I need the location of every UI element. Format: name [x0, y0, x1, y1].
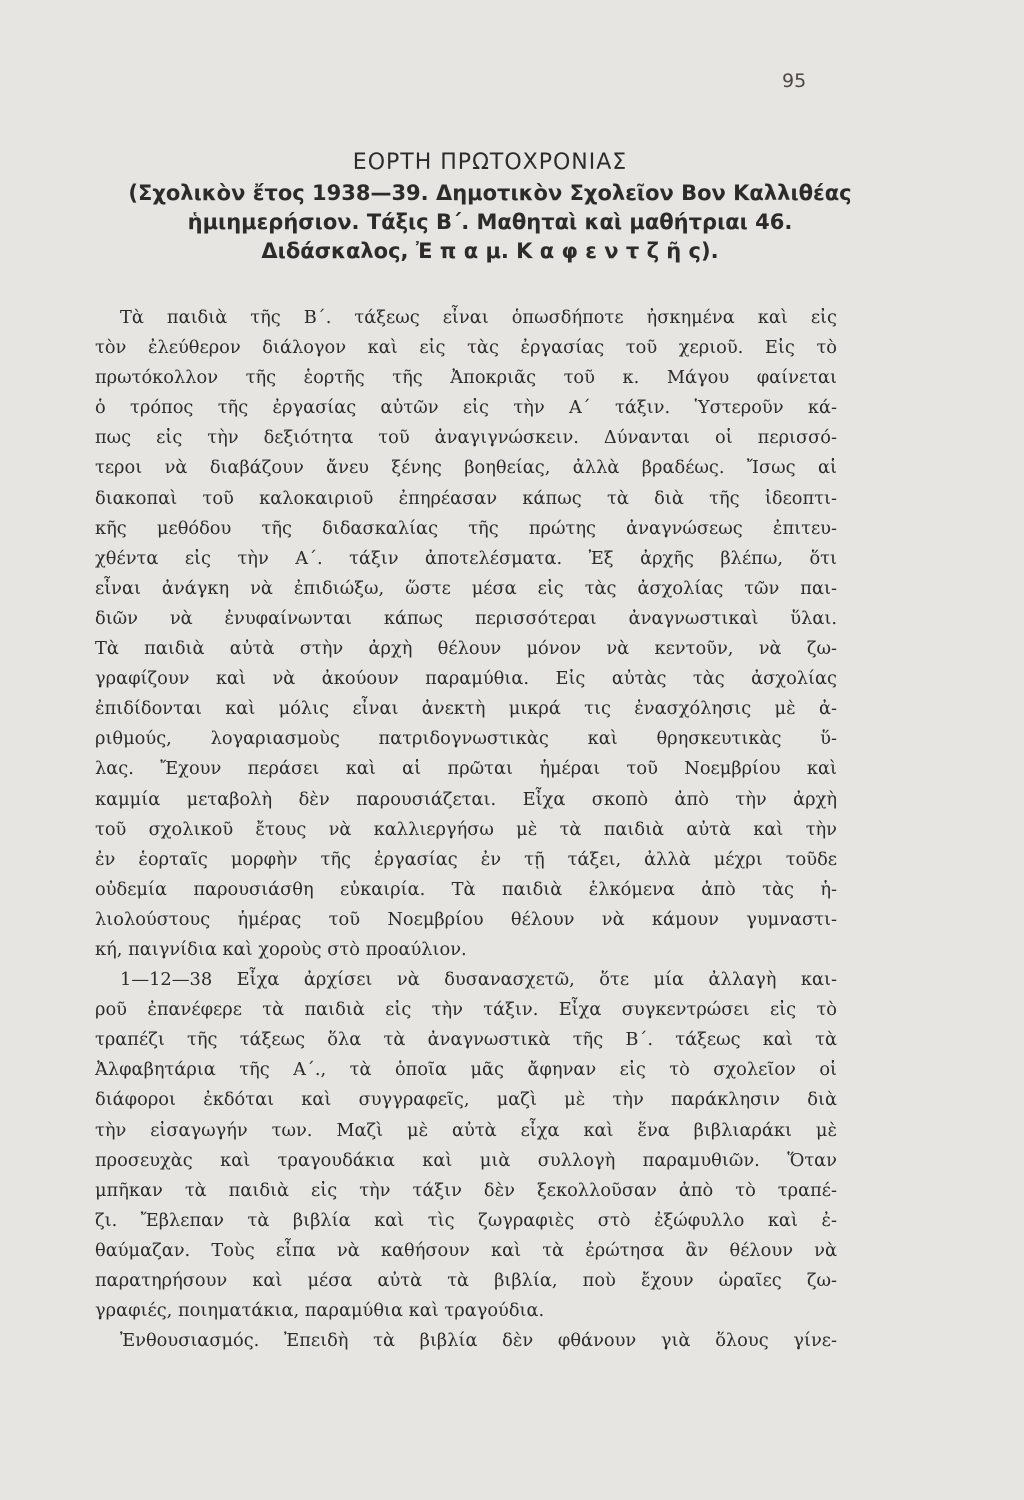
text-line: χθέντα εἰς τὴν Α΄. τάξιν ἀποτελέσματα. Ἐξ ἀρχῆς βλέπω, ὅτι — [95, 547, 837, 569]
text-line: πρωτόκολλον τῆς ἑορτῆς τῆς Ἀποκριᾶς τοῦ κ. Μάγου φαίνεται — [95, 367, 837, 389]
text-line: διῶν νὰ ἐνυφαίνωνται κάπως περισσότεραι ἀναγνωστικαὶ ὕλαι. — [95, 607, 837, 629]
subtitle-line: Διδάσκαλος, Ἐ π α μ. Κ α φ ε ν τ ζ ῆ ς). — [261, 239, 719, 263]
text-line: θαύμαζαν. Τοὺς εἶπα νὰ καθήσουν καὶ τὰ ἐρώτησα ἂν θέλουν νὰ — [95, 1239, 837, 1261]
text-line: ζι. Ἔβλεπαν τὰ βιβλία καὶ τὶς ζωγραφιὲς στὸ ἐξώφυλλο καὶ ἐ- — [95, 1209, 837, 1231]
document-header — [80, 150, 900, 266]
page-number: 95 — [782, 70, 807, 92]
text-line: τὴν εἰσαγωγήν των. Μαζὶ μὲ αὐτὰ εἶχα καὶ ἕνα βιβλιαράκι μὲ — [95, 1119, 837, 1141]
text-line: προσευχὰς καὶ τραγουδάκια καὶ μιὰ συλλογὴ παραμυθιῶν. Ὅταν — [95, 1149, 837, 1171]
text-line: εἶναι ἀνάγκη νὰ ἐπιδιώξω, ὥστε μέσα εἰς τὰς ἀσχολίας τῶν παι- — [95, 577, 837, 599]
text-line: καμμία μεταβολὴ δὲν παρουσιάζεται. Εἶχα σκοπὸ ἀπὸ τὴν ἀρχὴ — [95, 788, 837, 810]
text-line: κῆς μεθόδου τῆς διδασκαλίας τῆς πρώτης ἀναγνώσεως ἐπιτευ- — [95, 517, 837, 539]
text-line: ροῦ ἐπανέφερε τὰ παιδιὰ εἰς τὴν τάξιν. Εἶχα συγκεντρώσει εἰς τὸ — [95, 999, 837, 1021]
text-line: ριθμούς, λογαριασμοὺς πατριδογνωστικὰς καὶ θρησκευτικὰς ὕ- — [95, 728, 837, 750]
text-line: ἐπιδίδονται καὶ μόλις εἶναι ἀνεκτὴ μικρά τις ἐνασχόλησις μὲ ἀ- — [95, 698, 837, 720]
text-line: διακοπαὶ τοῦ καλοκαιριοῦ ἐπηρέασαν κάπως τὰ διὰ τῆς ἰδεοπτι- — [95, 487, 837, 509]
text-line: τοῦ σχολικοῦ ἔτους νὰ καλλιεργήσω μὲ τὰ παιδιὰ αὐτὰ καὶ τὴν — [95, 818, 837, 840]
text-line: Τὰ παιδιὰ αὐτὰ στὴν ἀρχὴ θέλουν μόνον νὰ κεντοῦν, νὰ ζω- — [95, 638, 837, 660]
subtitle-line: ἡμιημερήσιον. Τάξις Β΄. Μαθηταὶ καὶ μαθήτριαι 46. — [187, 210, 793, 234]
text-line: γραφιές, ποιηματάκια, παραμύθια καὶ τραγούδια. — [95, 1300, 545, 1322]
text-line: μπῆκαν τὰ παιδιὰ εἰς τὴν τάξιν δὲν ξεκολλοῦσαν ἀπὸ τὸ τραπέ- — [95, 1179, 837, 1201]
body-text — [95, 303, 837, 1356]
text-line: 1—12—38 Εἶχα ἀρχίσει νὰ δυσανασχετῶ, ὅτε μία ἀλλαγὴ και- — [120, 969, 837, 991]
text-line: Τὰ παιδιὰ τῆς Β΄. τάξεως εἶναι ὁπωσδήποτε ἠσκημένα καὶ εἰς — [120, 307, 837, 328]
text-line: ἐν ἑορταῖς μορφὴν τῆς ἐργασίας ἐν τῇ τάξει, ἀλλὰ μέχρι τοῦδε — [95, 848, 837, 870]
text-line: γραφίζουν καὶ νὰ ἀκούουν παραμύθια. Εἰς αὐτὰς τὰς ἀσχολίας — [95, 668, 837, 690]
document-title: ΕΟΡΤΗ ΠΡΩΤΟΧΡΟΝΙΑΣ — [352, 150, 628, 175]
text-line: τεροι νὰ διαβάζουν ἄνευ ξένης βοηθείας, ἀλλὰ βραδέως. Ἴσως αἱ — [95, 457, 837, 479]
text-line: ὁ τρόπος τῆς ἐργασίας αὐτῶν εἰς τὴν Α΄ τάξιν. Ὑστεροῦν κά- — [95, 397, 837, 419]
text-line: Ἐνθουσιασμός. Ἐπειδὴ τὰ βιβλία δὲν φθάνουν γιὰ ὅλους γίνε- — [120, 1330, 837, 1352]
text-line: τραπέζι τῆς τάξεως ὅλα τὰ ἀναγνωστικὰ τῆς Β΄. τάξεως καὶ τὰ — [95, 1029, 837, 1051]
text-line: οὐδεμία παρουσιάσθη εὐκαιρία. Τὰ παιδιὰ ἑλκόμενα ἀπὸ τὰς ἡ- — [95, 878, 837, 900]
text-line: κή, παιγνίδια καὶ χοροὺς στὸ προαύλιον. — [95, 938, 467, 960]
text-line: τὸν ἐλεύθερον διάλογον καὶ εἰς τὰς ἐργασίας τοῦ χεριοῦ. Εἰς τὸ — [95, 337, 837, 359]
text-line: παρατηρήσουν καὶ μέσα αὐτὰ τὰ βιβλία, ποὺ ἔχουν ὡραῖες ζω- — [95, 1270, 837, 1291]
text-line: λιολούστους ἡμέρας τοῦ Νοεμβρίου θέλουν νὰ κάμουν γυμναστι- — [95, 908, 837, 930]
text-line: λας. Ἔχουν περάσει καὶ αἱ πρῶται ἡμέραι τοῦ Νοεμβρίου καὶ — [95, 758, 837, 780]
subtitle-line: (Σχολικὸν ἔτος 1938—39. Δημοτικὸν Σχολεῖον Βον Καλλιθέας — [128, 181, 852, 205]
text-line: πως εἰς τὴν δεξιότητα τοῦ ἀναγιγνώσκειν. Δύνανται οἱ περισσό- — [95, 427, 837, 449]
text-line: διάφοροι ἐκδόται καὶ συγγραφεῖς, μαζὶ μὲ τὴν παράκλησιν διὰ — [95, 1089, 837, 1111]
text-line: Ἀλφαβητάρια τῆς Α΄., τὰ ὁποῖα μᾶς ἄφηναν εἰς τὸ σχολεῖον οἱ — [95, 1059, 837, 1081]
